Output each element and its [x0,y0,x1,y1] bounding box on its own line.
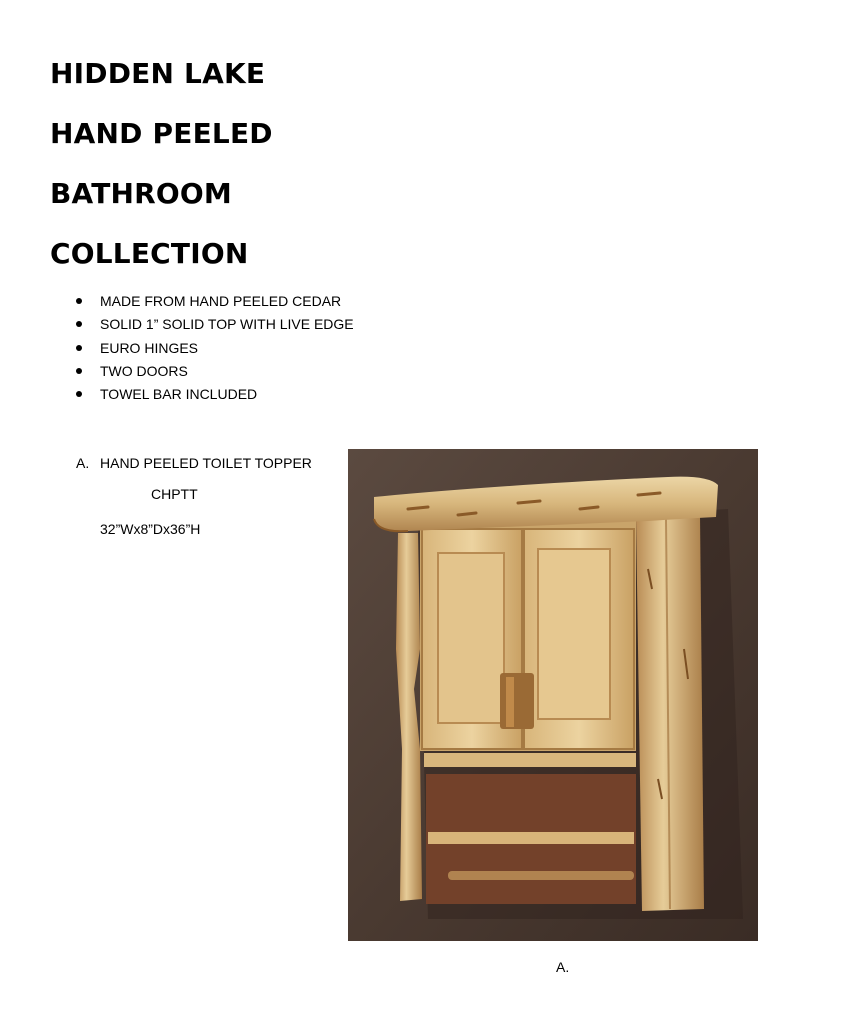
product-code: CHPTT [151,486,198,502]
feature-item [72,384,354,407]
title-line-3: BATHROOM [50,177,233,210]
upper-rail [424,753,636,767]
photo-caption: A. [556,959,570,975]
feature-text: TOWEL BAR INCLUDED [100,386,258,403]
feature-text: EURO HINGES [100,339,199,356]
feature-item [72,361,354,384]
feature-text: MADE FROM HAND PEELED CEDAR [100,293,342,309]
feature-text: SOLID 1” SOLID TOP WITH LIVE EDGE [100,316,354,333]
title-line-4: COLLECTION [50,237,249,270]
product-label [76,453,312,473]
towel-bar-rail [428,832,634,844]
feature-item [72,338,354,361]
bullet-icon [76,391,82,397]
product-dimensions: 32”Wx8”Dx36”H [100,521,201,537]
door-handle [500,673,534,729]
feature-text: TWO DOORS [100,362,188,379]
bullet-icon [76,321,82,327]
title-line-1: HIDDEN LAKE [50,57,266,90]
product-name: HAND PEELED TOILET TOPPER [100,455,312,471]
feature-item [72,291,354,314]
product-letter: A. [76,455,90,471]
towel-bar [448,871,634,880]
feature-item [72,314,354,337]
bullet-icon [76,345,82,351]
title-line-2: HAND PEELED [50,117,273,150]
feature-list [72,291,354,407]
bullet-icon [76,298,82,304]
bullet-icon [76,368,82,374]
product-photo [348,449,758,941]
